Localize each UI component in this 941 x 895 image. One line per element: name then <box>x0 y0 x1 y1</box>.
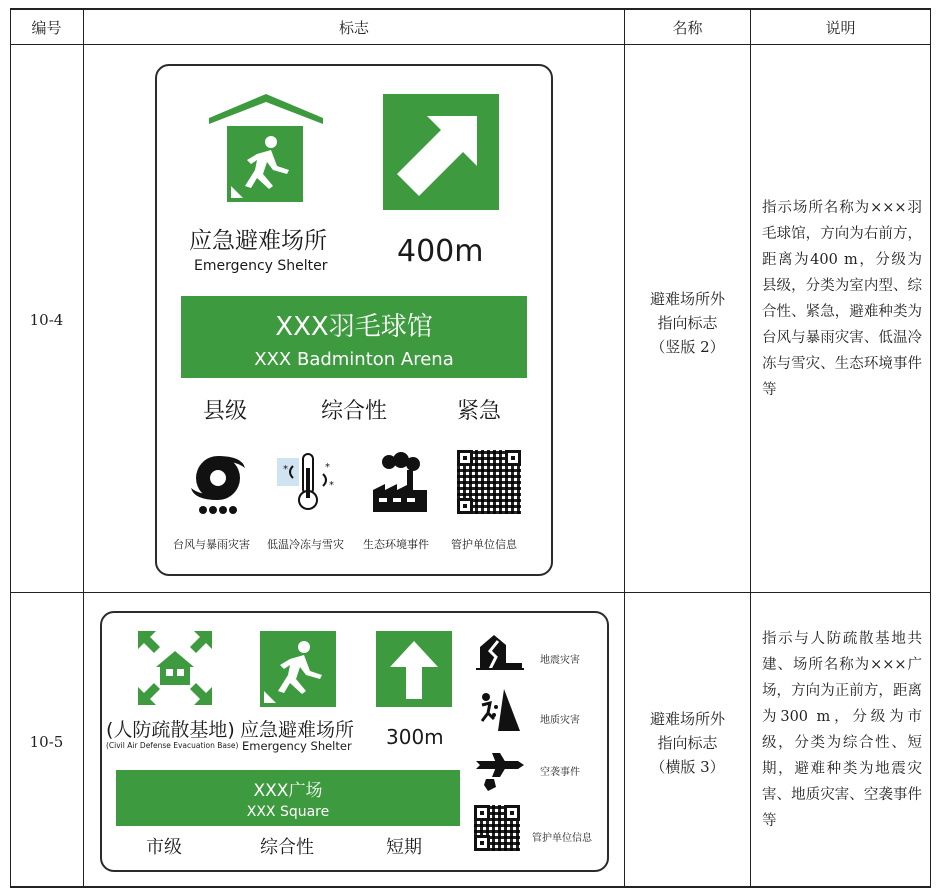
landslide-icon <box>476 687 522 733</box>
running-man-icon <box>227 126 303 202</box>
table-border-bottom <box>10 886 931 888</box>
urgency-label: 紧急 <box>457 399 502 424</box>
typhoon-rain-icon <box>187 452 249 518</box>
table-border-left <box>10 8 11 888</box>
distance-label: 400m <box>397 234 484 269</box>
hazard-label-management: 管护单位信息 <box>532 833 592 844</box>
shelter-label-cn: 应急避难场所 <box>240 719 355 741</box>
thermometer-snow-icon <box>277 450 341 514</box>
table-border-right <box>930 8 931 888</box>
level-label: 市级 <box>146 837 182 858</box>
row-id-10-4: 10-4 <box>29 311 64 329</box>
qr-finder-icon <box>474 805 490 821</box>
qr-finder-icon <box>505 450 521 466</box>
category-label: 综合性 <box>260 837 314 858</box>
header-sign: 标志 <box>338 19 369 37</box>
table-row-divider <box>10 592 931 593</box>
hazard-label-cold: 低温冷冻与雪灾 <box>267 538 344 551</box>
sign-vertical <box>155 64 553 576</box>
qr-finder-icon <box>457 450 473 466</box>
shelter-label-en: Emergency Shelter <box>194 258 328 274</box>
row-name-line-3: （竖版 2） <box>650 338 725 356</box>
place-band <box>116 770 460 826</box>
base-label-en: (Civil Air Defense Evacuation Base) <box>106 741 239 750</box>
qr-finder-icon <box>474 835 490 851</box>
row-description: 指示场所名称为×××羽毛球馆，方向为右前方，距离为400 m，分级为县级，分类为室内型、综合性、紧急，避难种类为台风与暴雨灾害、低温冷冻与雪灾、生态环境事件等 <box>762 200 922 398</box>
category-label: 综合性 <box>321 399 388 424</box>
earthquake-icon <box>476 629 524 671</box>
table-col-divider-3 <box>750 8 751 888</box>
air-raid-icon <box>474 749 524 793</box>
header-id: 编号 <box>31 19 62 37</box>
hazard-label-management: 管护单位信息 <box>451 538 517 551</box>
header-name: 名称 <box>672 19 703 37</box>
arrow-up-icon <box>376 631 452 707</box>
arrow-up-right-icon <box>383 94 499 210</box>
svg-text:*: * <box>325 462 330 473</box>
svg-text:*: * <box>329 480 334 491</box>
hazard-label-air-raid: 空袭事件 <box>540 767 580 778</box>
qr-finder-icon <box>457 498 473 514</box>
table-border-top <box>10 8 931 10</box>
row-name-line-2: 指向标志 <box>657 734 718 752</box>
svg-text:*: * <box>283 464 288 475</box>
hazard-label-typhoon: 台风与暴雨灾害 <box>173 538 250 551</box>
place-name-cn: XXX广场 <box>253 781 323 801</box>
distance-label: 300m <box>386 725 444 749</box>
sign-horizontal <box>100 611 609 872</box>
hazard-label-geological: 地质灾害 <box>540 715 580 726</box>
hazard-label-earthquake: 地震灾害 <box>540 655 580 666</box>
row-name-line-1: 避难场所外 <box>649 710 725 728</box>
place-band <box>181 296 527 378</box>
table-header-divider <box>10 44 931 45</box>
shelter-label-en: Emergency Shelter <box>242 739 352 753</box>
level-label: 县级 <box>203 399 248 424</box>
row-name-line-1: 避难场所外 <box>649 290 725 308</box>
hazard-label-ecology: 生态环境事件 <box>363 538 429 551</box>
duration-label: 短期 <box>386 837 422 858</box>
shelter-roof-icon <box>209 94 323 124</box>
factory-pollution-icon <box>371 452 429 514</box>
table-col-divider-1 <box>83 8 84 888</box>
place-name-en: XXX Square <box>246 804 330 820</box>
qr-finder-icon <box>504 805 520 821</box>
row-name-line-2: 指向标志 <box>657 314 718 332</box>
row-name-line-3: （横版 3） <box>650 758 725 776</box>
shelter-label-cn: 应急避难场所 <box>189 228 327 254</box>
running-man-icon <box>260 631 336 707</box>
place-name-en: XXX Badminton Arena <box>254 349 454 370</box>
base-label-cn: (人防疏散基地) <box>106 719 235 741</box>
place-name-cn: XXX羽毛球馆 <box>275 312 433 342</box>
evacuation-base-icon <box>136 629 214 707</box>
row-description: 指示与人防疏散基地共建、场所名称为×××广场，方向为正前方，距离为300 m，分级为市级，分类为综合性、短期，避难种类为地震灾害、地质灾害、空袭事件等 <box>762 631 922 829</box>
row-id-10-5: 10-5 <box>29 733 64 751</box>
header-desc: 说明 <box>825 19 856 37</box>
